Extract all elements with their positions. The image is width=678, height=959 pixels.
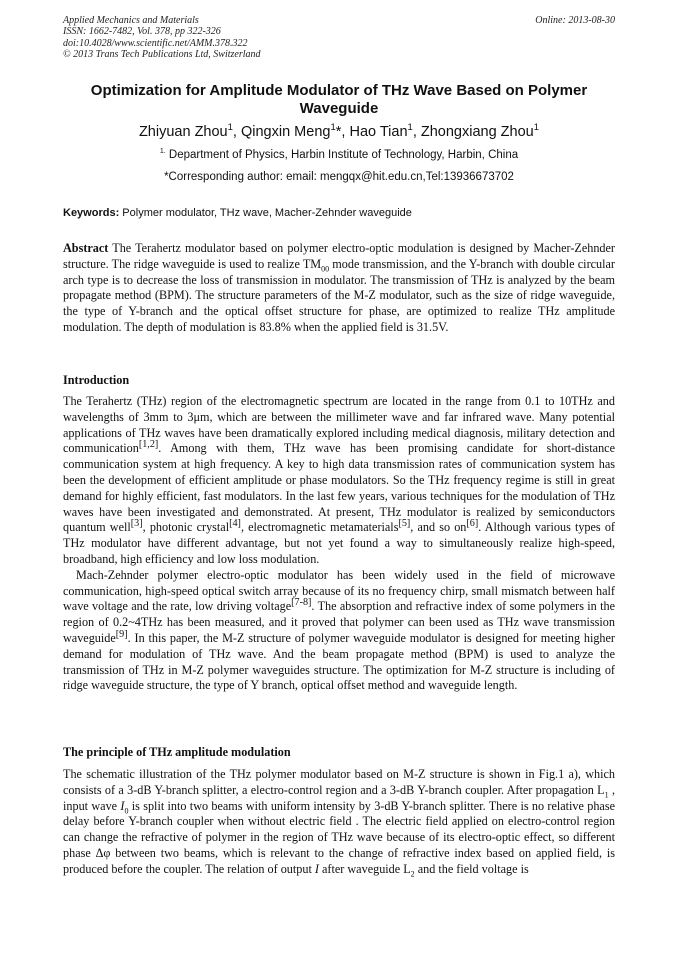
author-separator: , xyxy=(341,124,350,140)
principle-heading: The principle of THz amplitude modulation xyxy=(63,745,291,759)
abstract-text: The Terahertz modulator based on polymer electro-optic modulation is designed by Macher-Zehnder structure. The ridge waveguide is used to realize TM xyxy=(63,241,615,271)
introduction-heading: Introduction xyxy=(63,373,130,387)
citation: [3] xyxy=(130,518,143,530)
corresponding-mark: * xyxy=(335,124,342,140)
abstract-text: mode transmission, and the Y-branch with double circular arch type is to decrease the loss of transmission in modulator. The transmission of THz is analyzed by the beam propagate method (BPM). The structure parameters of the M-Z modulator, such as the size of ridge waveguide, the type of Y-branch and the optical offset structure for phase, are optimized to realize THz amplitude modulation. The depth of modulation is 83.8% when the applied field is 31.5V. xyxy=(63,256,615,334)
author-affil-sup: 1 xyxy=(330,122,336,134)
keywords xyxy=(63,206,615,220)
online-date: Online: 2013-08-30 xyxy=(535,15,615,26)
author-affil-sup: 1 xyxy=(533,122,540,134)
author-separator: , xyxy=(232,124,241,140)
italic-symbol: I xyxy=(314,861,319,876)
text-run: . Among with them, THz wave has been promising candidate for short-distance communication system at high frequency. A key to high data transmission rates of communication system has been the development of efficient amplitude or phase modulators. So the THz frequency regime is still in great demand for highly efficient, fast modulators. In the last few years, various techniques for the modulation of THz waves have been investigated and demonstrated. At present, THz modulator is realized by semiconductors quantum well xyxy=(63,441,615,535)
abstract-label: Abstract xyxy=(63,241,109,255)
text-run: and the field voltage is xyxy=(414,861,529,876)
citation: [5] xyxy=(398,518,411,530)
abstract-subscript: 00 xyxy=(321,264,330,274)
text-run: , photonic crystal xyxy=(142,520,230,535)
author-affil-sup: 1 xyxy=(227,122,233,134)
author-separator: , xyxy=(412,124,421,140)
author-name: Qingxin Meng xyxy=(240,124,331,140)
text-run: The Terahertz (THz) region of the electromagnetic spectrum are located in the range from 0.1 to 10THz and wavelengths of 3mm to 3μm, which are between the millimeter wave and far infrared wave. Many potential applications of THz waves have been dramatically explored including medical diagnosis, military detection and communication xyxy=(63,394,615,456)
author-list xyxy=(63,123,615,141)
copyright-line: © 2013 Trans Tech Publications Ltd, Switzerland xyxy=(63,49,261,61)
abstract xyxy=(63,241,615,336)
author-name: Zhiyuan Zhou xyxy=(138,124,228,140)
italic-symbol: I xyxy=(120,798,125,813)
introduction-body xyxy=(63,394,615,694)
issn-line: ISSN: 1662-7482, Vol. 378, pp 322-326 xyxy=(63,26,221,38)
text-run: . The absorption and refractive index of some polymers in the region of 0.2~4THz has been measured, and it proved that polymer can been used as THz wave transmission waveguide xyxy=(63,599,615,645)
intro-paragraph-2 xyxy=(63,568,615,694)
principle-paragraph xyxy=(63,767,615,878)
text-run: , input wave xyxy=(63,782,615,813)
principle-body xyxy=(63,767,615,878)
citation: [7-8] xyxy=(291,597,312,609)
corresponding-author: *Corresponding author: email: mengqx@hit.edu.cn,Tel:13936673702 xyxy=(164,171,514,183)
subscript: 0 xyxy=(124,806,129,816)
affiliation-text: Department of Physics, Harbin Institute of Technology, Harbin, China xyxy=(165,149,519,161)
text-run: is split into two beams with uniform intensity by 3-dB Y-branch splitter. There is no relative phase delay before Y-branch coupler when without electric field . The electric field applied on electro-control region can change the refractive of polymer in the region of THz wave because of its electro-optic effect, so different phase Δφ between two beams, which is relevant to the change of refractive index based on applied field, is produced before the coupler. The relation of output xyxy=(63,798,615,876)
author-affil-sup: 1 xyxy=(407,122,413,134)
subscript: 1 xyxy=(604,790,609,800)
text-run: , electromagnetic metamaterials xyxy=(240,520,399,535)
text-run: , and so on xyxy=(410,520,467,535)
citation: [1,2] xyxy=(138,439,159,451)
author-name: Hao Tian xyxy=(349,124,408,140)
intro-paragraph-1 xyxy=(63,394,615,568)
text-run: The schematic illustration of the THz polymer modulator based on M-Z structure is shown in Fig.1 a), which consists of a 3-dB Y-branch splitter, a electro-control region and a 3-dB Y-branch coupler. After propagation L xyxy=(63,767,615,797)
doi-line: doi:10.4028/www.scientific.net/AMM.378.322 xyxy=(63,37,248,49)
keywords-text: Polymer modulator, THz wave, Macher-Zehnder waveguide xyxy=(119,207,412,219)
citation: [4] xyxy=(229,518,241,530)
affiliation xyxy=(63,148,615,163)
journal-name: Applied Mechanics and Materials xyxy=(63,15,199,26)
keywords-label: Keywords: xyxy=(63,207,120,219)
text-run: after waveguide L xyxy=(318,861,411,876)
affiliation-sup: 1. xyxy=(159,148,166,156)
paper-title: Optimization for Amplitude Modulator of THz Wave Based on Polymer Waveguide xyxy=(90,82,588,117)
text-run: Mach-Zehnder polymer electro-optic modulator has been widely used in the field of microwave communication, high-speed optical switch array because of its no frequency chirp, small mismatch between half wave voltage and the rate, low driving voltage xyxy=(63,567,615,614)
text-run: . Although various types of THz modulator have different advantage, but not yet found a way to simultaneously realize high-speed, broadband, high efficiency and low loss modulation. xyxy=(63,520,615,566)
subscript: 2 xyxy=(410,869,415,879)
journal-header xyxy=(63,15,615,61)
author-name: Zhongxiang Zhou xyxy=(420,124,534,140)
citation: [6] xyxy=(466,518,479,530)
citation: [9] xyxy=(115,628,128,640)
text-run: . In this paper, the M-Z structure of polymer waveguide modulator is designed for meeting higher demand for modulation of THz wave. And the beam propagate method (BPM) is used to analyze the transmission of THz in M-Z polymer waveguides structure. The optimization for M-Z structure is including of ridge waveguide structure, the type of Y branch, optical offset method and waveguide length. xyxy=(63,630,615,693)
